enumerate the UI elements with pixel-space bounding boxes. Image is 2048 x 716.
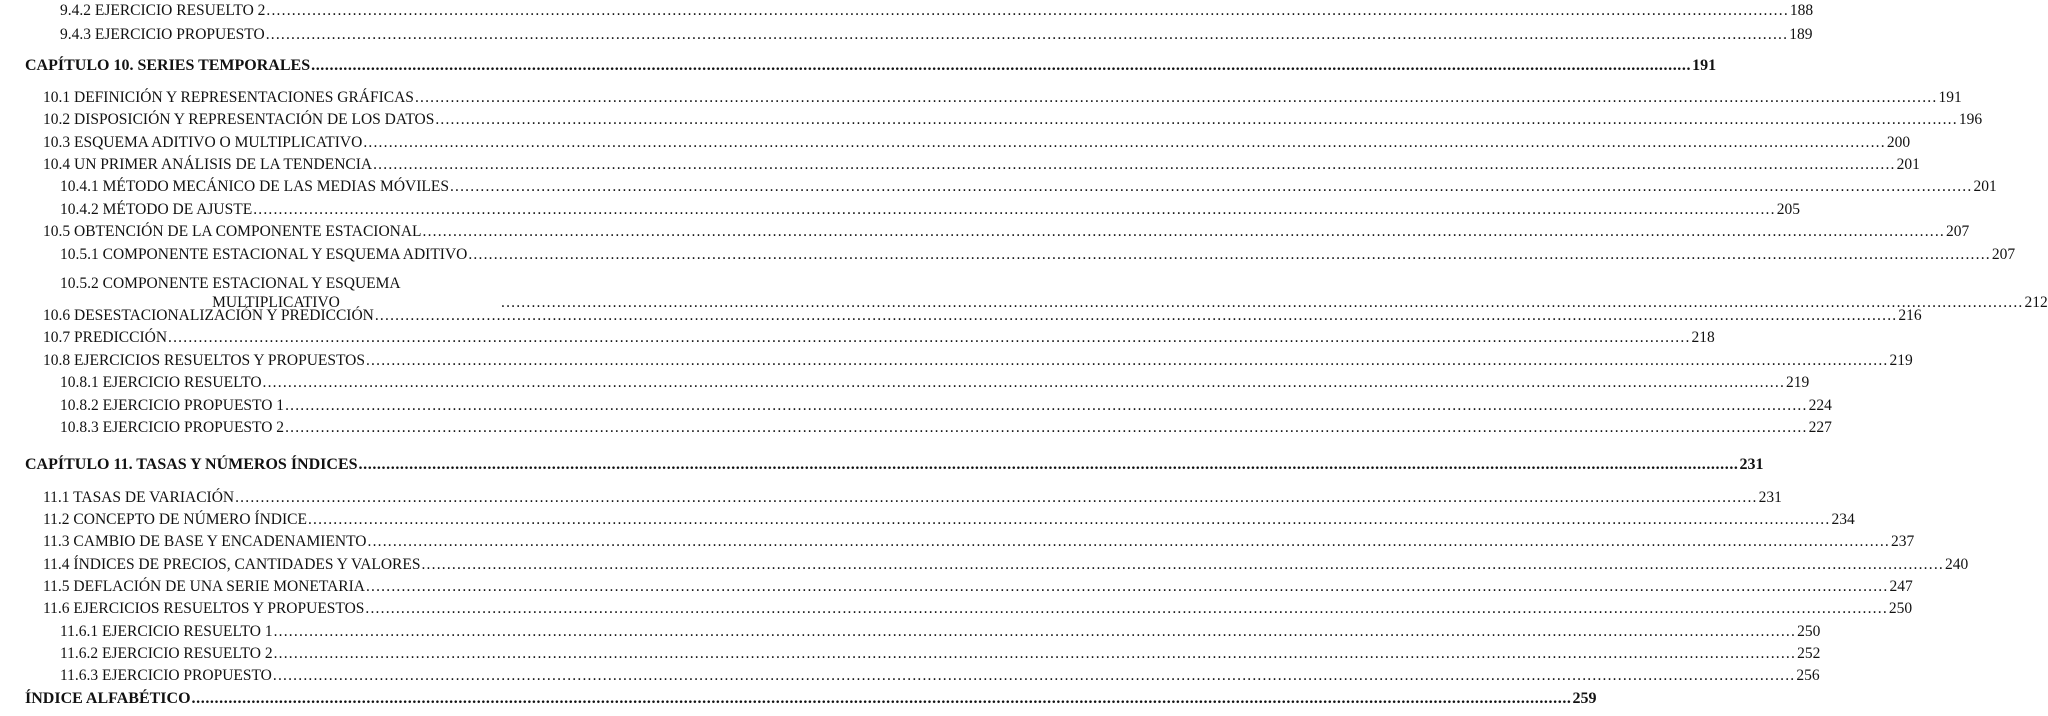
dot-leader: ............................................................................................................................................................................................................................................................................................................ bbox=[365, 352, 1889, 369]
toc-entry-row[interactable] bbox=[60, 397, 1832, 415]
dot-leader: ............................................................................................................................................................................................................................................................................................................ bbox=[253, 201, 1776, 218]
toc-entry-row[interactable] bbox=[60, 374, 1810, 392]
page-number: 218 bbox=[1691, 329, 1715, 346]
toc-entry-row[interactable] bbox=[43, 111, 1983, 129]
page-number: 227 bbox=[1808, 419, 1832, 436]
toc-entry-label: 11.5 DEFLACIÓN DE UNA SERIE MONETARIA bbox=[43, 578, 365, 595]
toc-entry-label: 11.3 CAMBIO DE BASE Y ENCADENAMIENTO bbox=[43, 533, 367, 550]
dot-leader: ............................................................................................................................................................................................................................................................................................................ bbox=[367, 533, 1890, 550]
dot-leader: ............................................................................................................................................................................................................................................................................................................ bbox=[273, 645, 1797, 662]
toc-entry-row[interactable] bbox=[43, 511, 1855, 529]
toc-entry-label: 11.6 EJERCICIOS RESUELTOS Y PROPUESTOS bbox=[43, 600, 365, 617]
dot-leader: ............................................................................................................................................................................................................................................................................................................ bbox=[365, 600, 1888, 617]
page-number: 252 bbox=[1797, 645, 1821, 662]
toc-entry-label: 11.2 CONCEPTO DE NÚMERO ÍNDICE bbox=[43, 511, 307, 528]
page-number: 259 bbox=[1572, 690, 1597, 707]
page-number: 234 bbox=[1831, 511, 1855, 528]
dot-leader: ............................................................................................................................................................................................................................................................................................................ bbox=[273, 623, 1797, 640]
page-number: 250 bbox=[1888, 600, 1913, 617]
dot-leader: ............................................................................................................................................................................................................................................................................................................ bbox=[421, 556, 1944, 573]
dot-leader: ............................................................................................................................................................................................................................................................................................................ bbox=[414, 89, 1938, 106]
page-number: 240 bbox=[1944, 556, 1969, 573]
toc-chapter-row[interactable] bbox=[25, 690, 1597, 708]
toc-entry-label: 10.5 OBTENCIÓN DE LA COMPONENTE ESTACIONAL bbox=[43, 223, 422, 240]
toc-entry-row[interactable] bbox=[43, 600, 1913, 618]
toc-entry-label-line1: 10.5.2 COMPONENTE ESTACIONAL Y ESQUEMA bbox=[60, 275, 401, 292]
page-number: 247 bbox=[1889, 578, 1913, 595]
page-number: 191 bbox=[1938, 89, 1962, 106]
toc-entry-row[interactable] bbox=[43, 134, 1911, 152]
page-number: 196 bbox=[1958, 111, 1983, 128]
toc-entry-label: 10.8.2 EJERCICIO PROPUESTO 1 bbox=[60, 397, 285, 414]
dot-leader: ............................................................................................................................................................................................................................................................................................................ bbox=[449, 178, 1973, 195]
toc-entry-label: 10.6 DESESTACIONALIZACIÓN Y PREDICCIÓN bbox=[43, 307, 374, 324]
dot-leader: ............................................................................................................................................................................................................................................................................................................ bbox=[363, 134, 1886, 151]
toc-entry-row[interactable] bbox=[43, 352, 1913, 370]
toc-chapter-row[interactable] bbox=[25, 456, 1764, 474]
toc-entry-row[interactable] bbox=[60, 419, 1832, 437]
toc-entry-row[interactable] bbox=[60, 246, 2016, 264]
page-number: 212 bbox=[2024, 294, 2048, 311]
page-number: 231 bbox=[1758, 489, 1782, 506]
page-number: 200 bbox=[1886, 134, 1911, 151]
toc-entry-row[interactable] bbox=[60, 201, 1800, 219]
dot-leader: ............................................................................................................................................................................................................................................................................................................ bbox=[435, 111, 1958, 128]
page-number: 189 bbox=[1789, 26, 1813, 43]
toc-entry-row[interactable] bbox=[60, 623, 1821, 641]
page-number: 205 bbox=[1776, 201, 1800, 218]
toc-entry-label: 9.4.3 EJERCICIO PROPUESTO bbox=[60, 26, 265, 43]
toc-entry-row[interactable] bbox=[43, 533, 1915, 551]
dot-leader: ............................................................................................................................................................................................................................................................................................................ bbox=[422, 223, 1945, 240]
toc-entry-label: 10.2 DISPOSICIÓN Y REPRESENTACIÓN DE LOS DATOS bbox=[43, 111, 435, 128]
toc-entry-label: 10.4.2 MÉTODO DE AJUSTE bbox=[60, 201, 253, 218]
toc-entry-row[interactable] bbox=[43, 307, 1922, 325]
page-number: 256 bbox=[1796, 667, 1820, 684]
toc-entry-label: 10.8.3 EJERCICIO PROPUESTO 2 bbox=[60, 419, 285, 436]
dot-leader: ............................................................................................................................................................................................................................................................................................................ bbox=[191, 690, 1572, 707]
toc-entry-label: 10.4.1 MÉTODO MECÁNICO DE LAS MEDIAS MÓVILES bbox=[60, 178, 449, 195]
dot-leader: ............................................................................................................................................................................................................................................................................................................ bbox=[501, 294, 2024, 311]
toc-entry-row[interactable] bbox=[43, 556, 1969, 574]
dot-leader: ............................................................................................................................................................................................................................................................................................................ bbox=[468, 246, 1991, 263]
page-number: 231 bbox=[1739, 456, 1764, 473]
toc-entry-row[interactable] bbox=[43, 156, 1920, 174]
toc-entry-row[interactable] bbox=[60, 2, 1814, 20]
page-number: 201 bbox=[1973, 178, 1997, 195]
dot-leader: ............................................................................................................................................................................................................................................................................................................ bbox=[262, 374, 1786, 391]
toc-entry-row[interactable] bbox=[43, 489, 1782, 507]
toc-entry-label: 10.3 ESQUEMA ADITIVO O MULTIPLICATIVO bbox=[43, 134, 363, 151]
toc-entry-label: 10.5.1 COMPONENTE ESTACIONAL Y ESQUEMA ADITIVO bbox=[60, 246, 468, 263]
dot-leader: ............................................................................................................................................................................................................................................................................................................ bbox=[168, 329, 1691, 346]
toc-entry-label: 10.8.1 EJERCICIO RESUELTO bbox=[60, 374, 262, 391]
dot-leader: ............................................................................................................................................................................................................................................................................................................ bbox=[311, 57, 1692, 74]
page-number: 216 bbox=[1898, 307, 1922, 324]
dot-leader: ............................................................................................................................................................................................................................................................................................................ bbox=[365, 578, 1889, 595]
dot-leader: ............................................................................................................................................................................................................................................................................................................ bbox=[374, 307, 1898, 324]
page-number: 250 bbox=[1797, 623, 1821, 640]
dot-leader: ............................................................................................................................................................................................................................................................................................................ bbox=[307, 511, 1831, 528]
toc-entry-row[interactable] bbox=[43, 329, 1715, 347]
toc-entry-row[interactable] bbox=[60, 178, 1997, 196]
page-number: 188 bbox=[1789, 2, 1814, 19]
page-number: 224 bbox=[1808, 397, 1832, 414]
page-number: 219 bbox=[1786, 374, 1810, 391]
dot-leader: ............................................................................................................................................................................................................................................................................................................ bbox=[358, 456, 1739, 473]
page-number: 191 bbox=[1692, 57, 1717, 74]
page-number: 207 bbox=[1946, 223, 1970, 240]
toc-entry-label: 10.8 EJERCICIOS RESUELTOS Y PROPUESTOS bbox=[43, 352, 365, 369]
toc-entry-label: 11.6.3 EJERCICIO PROPUESTO bbox=[60, 667, 272, 684]
page-number: 219 bbox=[1889, 352, 1913, 369]
dot-leader: ............................................................................................................................................................................................................................................................................................................ bbox=[235, 489, 1758, 506]
toc-entry-label: ÍNDICE ALFABÉTICO bbox=[25, 690, 191, 707]
toc-entry-label: 11.6.1 EJERCICIO RESUELTO 1 bbox=[60, 623, 273, 640]
dot-leader: ............................................................................................................................................................................................................................................................................................................ bbox=[285, 397, 1808, 414]
toc-entry-row[interactable] bbox=[43, 223, 1970, 241]
toc-entry-label: 10.1 DEFINICIÓN Y REPRESENTACIONES GRÁFICAS bbox=[43, 89, 414, 106]
toc-entry-label: CAPÍTULO 11. TASAS Y NÚMEROS ÍNDICES bbox=[25, 456, 358, 473]
toc-entry-label: 11.6.2 EJERCICIO RESUELTO 2 bbox=[60, 645, 273, 662]
toc-entry-label: CAPÍTULO 10. SERIES TEMPORALES bbox=[25, 57, 311, 74]
toc-entry-row[interactable] bbox=[60, 667, 1820, 685]
toc-entry-row[interactable] bbox=[43, 578, 1913, 596]
dot-leader: ............................................................................................................................................................................................................................................................................................................ bbox=[272, 667, 1796, 684]
page-number: 207 bbox=[1991, 246, 2016, 263]
page-number: 201 bbox=[1896, 156, 1920, 173]
toc-entry-label: 10.7 PREDICCIÓN bbox=[43, 329, 168, 346]
dot-leader: ............................................................................................................................................................................................................................................................................................................ bbox=[265, 26, 1789, 43]
dot-leader: ............................................................................................................................................................................................................................................................................................................ bbox=[266, 2, 1789, 19]
toc-chapter-row[interactable] bbox=[25, 57, 1717, 75]
toc-entry-row[interactable] bbox=[60, 26, 1813, 44]
toc-entry-row[interactable] bbox=[43, 89, 1962, 107]
toc-entry-label: 10.4 UN PRIMER ANÁLISIS DE LA TENDENCIA bbox=[43, 156, 373, 173]
toc-entry-row[interactable] bbox=[60, 645, 1821, 663]
page-number: 237 bbox=[1891, 533, 1915, 550]
toc-entry-label-line2: MULTIPLICATIVO bbox=[212, 294, 340, 311]
dot-leader: ............................................................................................................................................................................................................................................................................................................ bbox=[373, 156, 1896, 173]
toc-entry-label: 11.4 ÍNDICES DE PRECIOS, CANTIDADES Y VALORES bbox=[43, 556, 421, 573]
dot-leader: ............................................................................................................................................................................................................................................................................................................ bbox=[285, 419, 1808, 436]
toc-entry-label: 11.1 TASAS DE VARIACIÓN bbox=[43, 489, 235, 506]
toc-entry-label: 9.4.2 EJERCICIO RESUELTO 2 bbox=[60, 2, 266, 19]
